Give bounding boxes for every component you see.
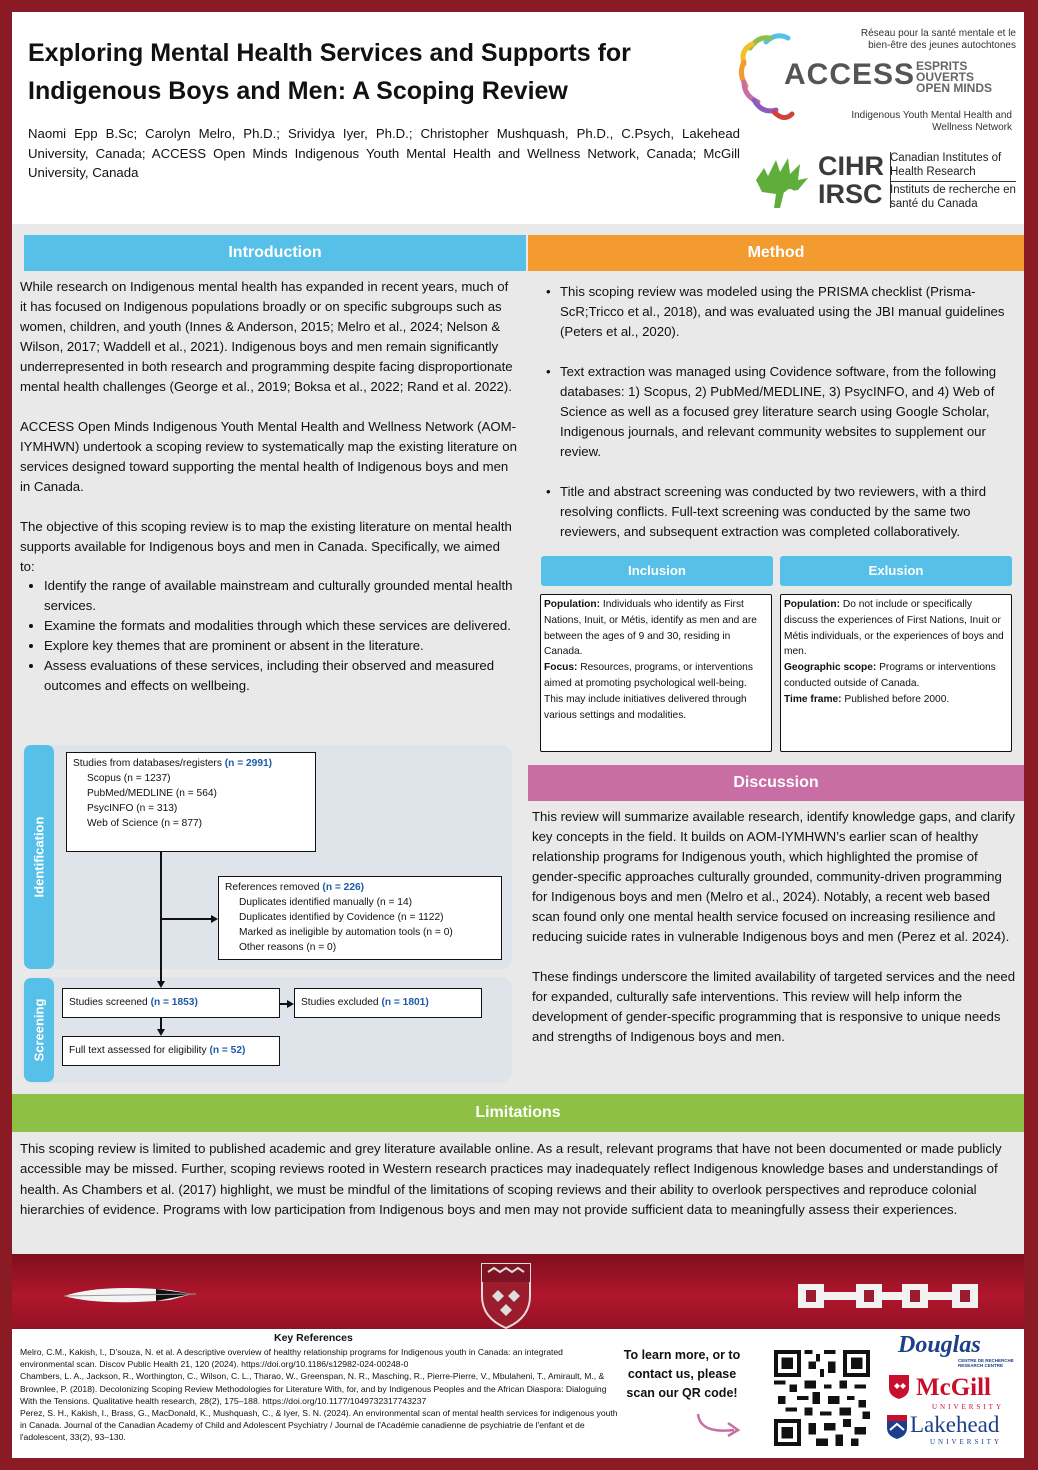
flow-arrow-down [157,1029,165,1036]
flow-line [160,1018,162,1029]
douglas-subtitle: CENTRE DE RECHERCHE RESEARCH CENTRE [958,1358,1014,1368]
method-item: • This scoping review was modeled using the PRISMA checklist (Prisma-ScR;Tricco et al., 2018), and was evaluated using the JBI manual guidelines (Peters et al., 2020). [546,282,1014,342]
mcgill-crest-icon [476,1256,536,1334]
removed-label: References removed [225,882,320,893]
mcgill-logo: McGill [916,1374,991,1401]
removed-item: Marked as ineligible by automation tools (n = 0) [239,927,453,938]
screening-label: Screening [24,978,54,1082]
introduction-heading: Introduction [24,235,526,271]
access-tagline-fr: Réseau pour la santé mentale et le bien-être des jeunes autochtones [860,28,1016,51]
criteria-text: Do not include or specifically discuss the experiences of First Nations, Inuit or Métis individuals, or the experiences of boys and men. [784,599,1004,658]
criteria-label: Population: [544,599,601,610]
exclusion-heading: Exlusion [780,556,1012,586]
criteria-label: Time frame: [784,693,842,705]
inclusion-criteria [540,594,772,752]
method-heading: Method [528,235,1024,271]
removed-item: Other reasons (n = 0) [239,942,337,953]
cihr-word-fr: IRSC [818,179,883,209]
limitations-body: This scoping review is limited to published academic and grey literature available online. As a result, relevant programs that have not been documented or made publicly accessible may be missed. Further, scoping reviews rooted in Western research practices may inadequately reflect Indigenous knowledge bases and understandings of health. As Chambers et al. (2017) highlight, we must be mindful of the limitations of scoping reviews and their ability to overlook perspectives and reproduce colonial hierarchies of evidence. Programs with low participation from Indigenous boys and men may not provide sufficient data to meaningfully assess their experiences. [20,1141,1002,1217]
aim-item: • Identify the range of available mainstream and culturally grounded mental health services. [44,576,518,616]
criteria-text: Resources, programs, or interventions aimed at promoting psychological well-being. This may include initiatives delivered through various settings and modalities. [544,662,753,721]
qr-code-icon[interactable] [774,1350,870,1446]
removed-item: Duplicates identified manually (n = 14) [239,897,412,908]
references-heading: Key References [274,1332,353,1344]
identification-label: Identification [24,745,54,969]
cihr-wordmark [818,152,891,208]
fulltext-box [62,1036,280,1066]
flow-line [280,1003,287,1005]
screened-count: (n = 1853) [150,997,198,1008]
author-list: Naomi Epp B.Sc; Carolyn Melro, Ph.D.; Srividya Iyer, Ph.D.; Christopher Mushquash, Ph.D., C.Psych, Lakehead University, Canada; ACCESS Open Minds Indigenous Youth Mental Health and Wellness Network, Canada; McGill University, Canada [28,126,740,181]
removed-box [218,876,502,960]
introduction-paragraph-3: The objective of this scoping review is to map the existing literature on mental health supports available for Indigenous boys and men in Canada. Specifically, we aimed to: [20,519,512,574]
cihr-word-en: CIHR [818,151,884,181]
criteria-label: Population: [784,599,841,610]
discussion-paragraph-2: These findings underscore the limited availability of targeted services and the need for expanded, culturally safe interventions. This review will help inform the development of gender-specific programming that is responsive to unique needs and strengths of Indigenous boys and men. [532,969,1016,1044]
wampum-belt-icon [796,1278,986,1314]
lakehead-subtitle: UNIVERSITY [930,1438,1002,1446]
criteria-text: Programs or interventions conducted outside of Canada. [784,662,996,689]
criteria-text: Published before 2000. [844,693,950,705]
criteria-label: Geographic scope: [784,662,877,674]
aim-item: • Explore key themes that are prominent or absent in the literature. [44,636,518,656]
source-item: Scopus (n = 1237) [87,773,171,784]
method-list [546,282,1014,562]
databases-count: (n = 2991) [224,758,273,769]
exclusion-criteria [780,594,1012,752]
curved-arrow-icon [694,1408,746,1442]
excluded-box [294,988,482,1018]
aim-item: • Examine the formats and modalities through which these services are delivered. [44,616,518,636]
excluded-count: (n = 1801) [381,997,429,1008]
mcgill-subtitle: UNIVERSITY [932,1403,1004,1411]
introduction-paragraph-2: ACCESS Open Minds Indigenous Youth Mental Health and Wellness Network (AOM-IYMHWN) undertook a scoping review to systematically map the existing literature on services designed toward supporting the mental health of Indigenous boys and men in Canada. [20,419,517,494]
excluded-label: Studies excluded [301,997,379,1008]
eagle-feather-icon [60,1280,200,1310]
screened-label: Studies screened [69,997,148,1008]
limitations-heading: Limitations [12,1094,1024,1132]
cihr-leaf-icon [750,150,814,212]
removed-item: Duplicates identified by Covidence (n = 1122) [239,912,444,923]
inclusion-heading: Inclusion [541,556,773,586]
mcgill-shield-icon [888,1374,910,1400]
douglas-logo: Douglas [898,1332,981,1358]
reference-item: Chambers, L. A., Jackson, R., Worthington, C., Wilson, C. L., Tharao, W., Greenspan, N. R., Masching, R., Pierre-Pierre, V., Mbulaheni, T., Amirault, M., & Brownlee, P. (2018). Decolonizing Scoping Review Methodologies for Literature With, for, and by Indigenous Peoples and the African Diaspora: Dialoguing With the Tensions. Qualitative health research, 28(2), 175–188. https://doi.org/10.1177/1049732317743237 [20,1371,607,1406]
fulltext-count: (n = 52) [209,1045,246,1056]
cihr-name-fr: Instituts de recherche en santé du Canada [890,184,1016,210]
discussion-paragraph-1: This review will summarize available research, identify knowledge gaps, and clarify key concepts in the field. It builds on AOM-IYMHWN’s earlier scan of healthy relationship programs for Indigenous youth, which highlighted the promise of gender-specific approaches culturally grounded, community-driven programming for Indigenous boys and men (Melro et al., 2024). Notably, a recent web based scan found only one mental health service focused on increasing resilience and reducing suicide rates in vulnerable Indigenous boys and men (Perez et al. 2024). [532,809,1016,944]
aim-item: • Assess evaluations of these services, including their observed and measured outcomes and effects on wellbeing. [44,656,518,696]
introduction-paragraph-1: While research on Indigenous mental health has expanded in recent years, much of it has focused on Indigenous populations broadly or on specific subgroups such as women, children, and youth (Innes & Anderson, 2015; Melro et al., 2024; Nelson & Wilson, 2017; Waddell et al., 2021). Indigenous boys and men remain significantly underrepresented in both research and programming despite facing disproportionate mental health challenges (George et al., 2019; Boksa et al., 2022; Rand et al. 2022). [20,279,513,394]
access-subwordmark [916,61,1024,94]
flow-line [160,852,162,981]
access-tagline-en: Indigenous Youth Mental Health and Wellness Network [851,110,1012,133]
criteria-label: Focus: [544,662,578,674]
method-item: • Text extraction was managed using Covidence software, from the following databases: 1) Scopus, 2) PubMed/MEDLINE, 3) PsycINFO, and 4) Web of Science as well as a focused grey literature search using Google Scholar, Indigenous journals, and relevant community websites to supplement our review. [546,362,1014,462]
criteria-text: Individuals who identify as First Nations, Inuit, or Métis, identify as men and are between the ages of 9 and 30, residing in Canada. [544,599,757,658]
access-wordmark: ACCESS [784,58,916,91]
discussion-body [532,807,1020,1067]
flow-arrow-down [157,981,165,988]
source-item: PubMed/MEDLINE (n = 564) [87,788,217,799]
reference-item: Melro, C.M., Kakish, I., D’souza, N. et al. A descriptive overview of healthy relationship programs for Indigenous youth in Canada: an integrated environmental scan. Discov Public Health 21, 120 (2024). https://doi.org/10.1186/s12982-024-00248-0 [20,1347,563,1370]
source-item: PsycINFO (n = 313) [87,803,178,814]
removed-count: (n = 226) [322,882,365,893]
lakehead-logo: Lakehead [910,1412,1000,1437]
databases-label: Studies from databases/registers [73,758,222,769]
screened-box [62,988,280,1018]
lakehead-crest-icon [886,1414,908,1440]
cihr-name-en: Canadian Institutes of Health Research [890,152,1016,182]
poster [12,12,1024,1458]
method-item: • Title and abstract screening was conducted by two reviewers, with a third resolving conflicts. Full-text screening was conducted by the same two reviewers, and subsequent extraction was completed collaboratively. [546,482,1014,542]
fulltext-label: Full text assessed for eligibility [69,1045,207,1056]
access-side-en: OPEN MINDS [916,81,993,95]
flow-line [160,918,211,920]
cihr-names [890,152,1016,211]
source-item: Web of Science (n = 877) [87,818,203,829]
reference-item: Perez, S. H., Kakish, I., Brass, G., MacDonald, K., Mushquash, C., & Iyer, S. N. (2024). An environmental scan of mental health services for indigenous youth in Canada. Journal of the Canadian Academy of Child and Adolescent Psychiatry / Journal de l'Académie canadienne de psychiatrie de l'enfant et de l'adolescent, 33(2), 93–130. [20,1408,618,1443]
databases-box [66,752,316,852]
references-list [20,1346,618,1444]
flow-arrow-right [211,915,218,923]
poster-title: Exploring Mental Health Services and Supports for Indigenous Boys and Men: A Scoping Review [28,39,631,105]
contact-prompt: To learn more, or to contact us, please scan our QR code! [623,1348,741,1400]
flow-arrow-right [287,1000,294,1008]
introduction-body [20,277,518,696]
aims-list [44,576,518,696]
access-side-fr: ESPRITS OUVERTS [916,59,975,84]
discussion-heading: Discussion [528,765,1024,801]
